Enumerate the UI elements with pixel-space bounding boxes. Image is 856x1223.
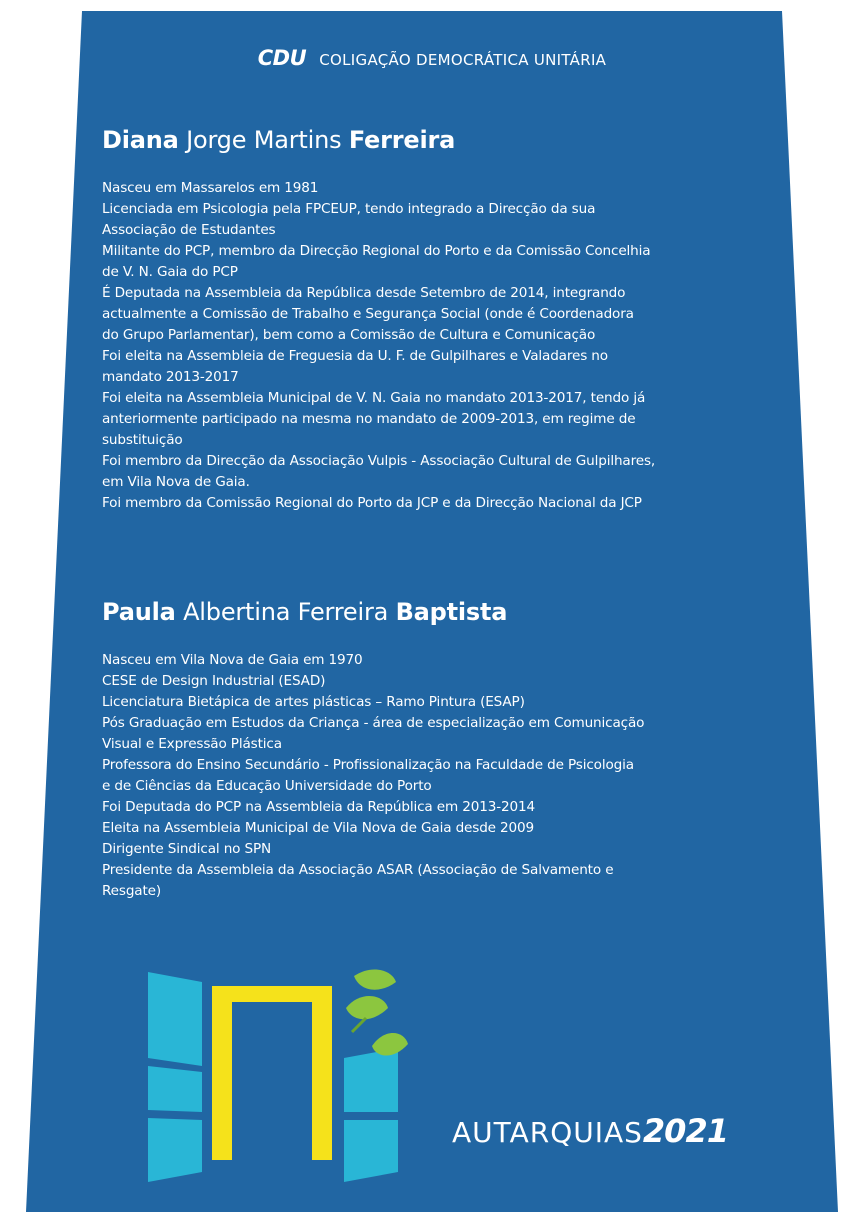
bio-line: actualmente a Comissão de Trabalho e Segurança Social (onde é Coordenadora [102, 306, 634, 322]
bio-line: de V. N. Gaia do PCP [102, 264, 238, 280]
bio-line: Foi eleita na Assembleia de Freguesia da U. F. de Gulpilhares e Valadares no [102, 348, 608, 364]
bio-line: anteriormente participado na mesma no mandato de 2009-2013, em regime de [102, 411, 636, 427]
candidate-bio [102, 178, 792, 514]
bio-line: Eleita na Assembleia Municipal de Vila Nova de Gaia desde 2009 [102, 820, 535, 836]
window-door-leaves-logo-icon [140, 960, 420, 1190]
bio-line: Militante do PCP, membro da Direcção Regional do Porto e da Comissão Concelhia [102, 243, 651, 259]
bio-line: CESE de Design Industrial (ESAD) [102, 673, 326, 689]
cdu-logo-text: CDU [257, 46, 307, 70]
candidate-profile-2 [102, 596, 792, 902]
bio-line: e de Ciências da Educação Universidade do Porto [102, 778, 432, 794]
middle-names: Jorge Martins [186, 126, 342, 154]
bio-line: Nasceu em Vila Nova de Gaia em 1970 [102, 652, 363, 668]
bio-line: Associação de Estudantes [102, 222, 276, 238]
bio-line: em Vila Nova de Gaia. [102, 474, 250, 490]
bio-line: Presidente da Assembleia da Associação ASAR (Associação de Salvamento e [102, 862, 614, 878]
bio-line: Licenciatura Bietápica de artes plásticas – Ramo Pintura (ESAP) [102, 694, 525, 710]
bio-line: Professora do Ensino Secundário - Profissionalização na Faculdade de Psicologia [102, 757, 634, 773]
first-name: Paula [102, 598, 176, 626]
first-name: Diana [102, 126, 179, 154]
bio-line: Foi eleita na Assembleia Municipal de V. N. Gaia no mandato 2013-2017, tendo já [102, 390, 646, 406]
candidate-name [102, 596, 792, 628]
bio-line: É Deputada na Assembleia da República desde Setembro de 2014, integrando [102, 285, 626, 301]
bio-line: Pós Graduação em Estudos da Criança - área de especialização em Comunicação [102, 715, 645, 731]
coalition-name: COLIGAÇÃO DEMOCRÁTICA UNITÁRIA [319, 51, 607, 69]
bio-line: Nasceu em Massarelos em 1981 [102, 180, 319, 196]
coalition-header [82, 46, 782, 70]
bio-line: Foi membro da Direcção da Associação Vulpis - Associação Cultural de Gulpilhares, [102, 453, 656, 469]
bio-line: mandato 2013-2017 [102, 369, 239, 385]
candidate-profile-1 [102, 124, 792, 514]
bio-line: Visual e Expressão Plástica [102, 736, 282, 752]
bio-line: Dirigente Sindical no SPN [102, 841, 272, 857]
bio-line: Licenciada em Psicologia pela FPCEUP, tendo integrado a Direcção da sua [102, 201, 596, 217]
bio-line: substituição [102, 432, 183, 448]
autarquias-2021-mark [452, 1112, 728, 1150]
last-name: Baptista [395, 598, 508, 626]
bio-line: Foi Deputada do PCP na Assembleia da República em 2013-2014 [102, 799, 535, 815]
candidate-name [102, 124, 792, 156]
bio-line: Resgate) [102, 883, 162, 899]
bio-line: do Grupo Parlamentar), bem como a Comissão de Cultura e Comunicação [102, 327, 596, 343]
candidate-bio [102, 650, 792, 902]
middle-names: Albertina Ferreira [183, 598, 389, 626]
autarquias-word: AUTARQUIAS [452, 1116, 643, 1149]
autarquias-year: 2021 [642, 1112, 728, 1150]
last-name: Ferreira [348, 126, 456, 154]
bio-line: Foi membro da Comissão Regional do Porto da JCP e da Direcção Nacional da JCP [102, 495, 642, 511]
